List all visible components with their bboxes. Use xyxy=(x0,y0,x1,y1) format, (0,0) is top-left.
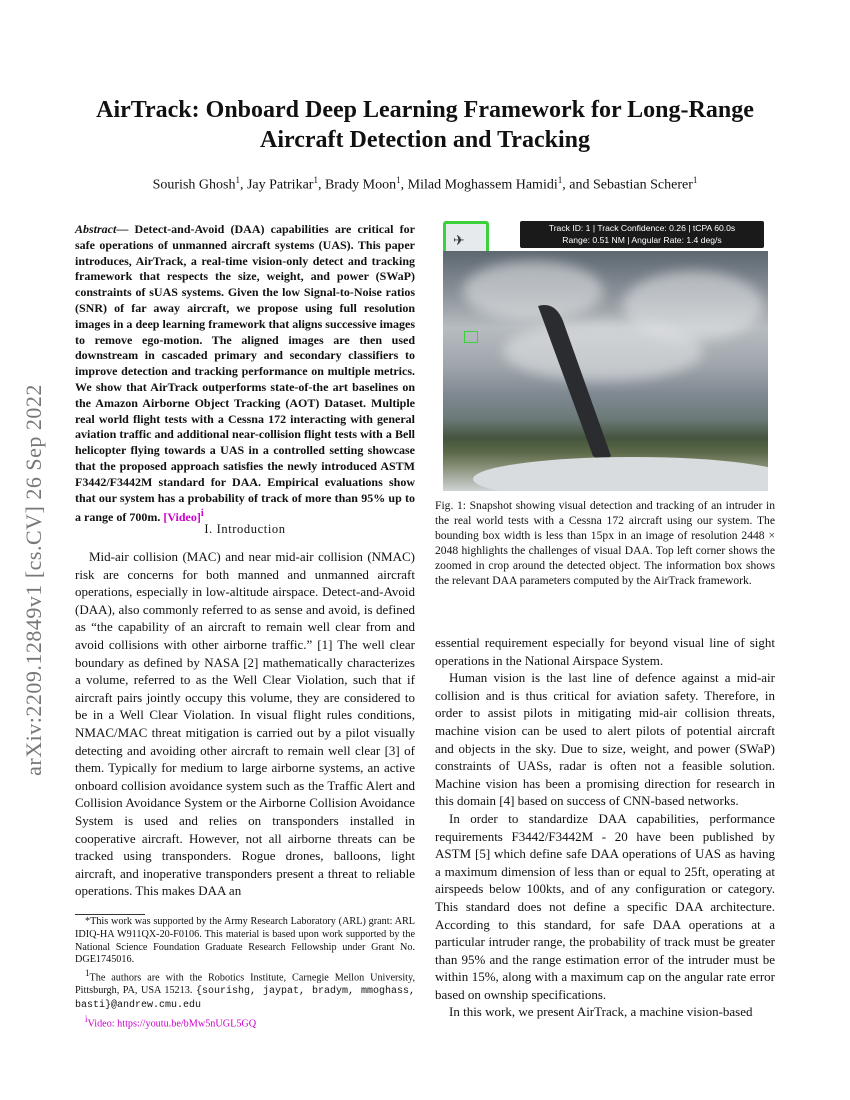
info-line-2: Range: 0.51 NM | Angular Rate: 1.4 deg/s xyxy=(562,235,722,245)
author-affiliation: 1 xyxy=(692,175,698,185)
author-affiliation: 1 xyxy=(313,175,318,185)
right-column-body xyxy=(435,634,775,1021)
title-line-2: Aircraft Detection and Tracking xyxy=(260,127,590,153)
figure-1 xyxy=(443,219,768,491)
author-list: Sourish Ghosh$^1$, Jay Patrikar$^1$, Brady Moon$^1$, Milad Moghassem Hamidi$^1$, and Sebastian Scherer$^1$ xyxy=(152,175,698,193)
author-name: Milad Moghassem Hamidi xyxy=(407,177,558,193)
footnote-funding: *This work was supported by the Army Research Laboratory (ARL) grant: ARL IDIQ-HA W911QX-20-F0106. This material is based upon work supported by the National Science Foundation Graduate Research Fellowship under Grant No. DGE1745016. xyxy=(75,916,415,966)
title-line-1: AirTrack: Onboard Deep Learning Framework for Long-Range xyxy=(96,97,754,123)
info-line-1: Track ID: 1 | Track Confidence: 0.26 | tCPA 60.0s xyxy=(548,223,736,233)
author-affiliation: 1 xyxy=(235,175,240,185)
video-footnote-marker: i xyxy=(200,508,204,520)
section-heading: I. Introduction xyxy=(204,522,286,536)
footnote-marker: i xyxy=(85,1013,88,1024)
author-name: Brady Moon xyxy=(324,177,397,193)
video-link[interactable]: [Video] xyxy=(163,510,201,525)
affiliation-text: The authors are with the Robotics Institute, Carnegie Mellon University, Pittsburgh, PA, USA 15213. xyxy=(75,972,415,997)
footnote-affiliation xyxy=(75,967,415,1013)
author-name: Sourish Ghosh xyxy=(152,177,236,193)
propeller-blade xyxy=(443,251,768,491)
arxiv-sidebar xyxy=(14,300,54,860)
abstract-text: — Detect-and-Avoid (DAA) capabilities are critical for safe operations of unmanned aircraft systems (UAS). This paper introduces, AirTrack, a real-time vision-only detect and tracking framework that respects the size, weight, and power (SWaP) constraints of sUAS systems. Given the low Signal-to-Noise ratios (SNR) of far away aircraft, we propose using full resolution images in a deep learning framework that aligns successive images to remove ego-motion. The aligned images are then used downstream in cascaded primary and secondary classifiers to improve detection and tracking performance on multiple metrics. We show that AirTrack outperforms state-of-the art baselines on the Amazon Airborne Object Tracking (AOT) Dataset. Multiple real world flight tests with a Cessna 172 interacting with general aviation traffic and additional near-collision flight tests with a Bell helicopter flying towards a UAS in a controlled setting showcase that the proposed approach satisfies the newly introduced ASTM F3442/F3442M standard for DAA. Empirical evaluations show that our system has a probability of track of more than 95% up to a range of 700m. xyxy=(75,222,415,525)
author-affiliation: 1 xyxy=(396,175,401,185)
paper-title xyxy=(80,95,770,155)
cockpit-photo xyxy=(443,251,768,491)
author-name: Jay Patrikar xyxy=(246,177,314,193)
body-paragraph: Human vision is the last line of defence against a mid-air collision and is thus critical for aviation safety. Therefore, in order to assist pilots in mitigating mid-air collision threats, machine vision can be used to alert pilots of potential aircraft and objects in the sky. Due to size, weight, and power (SWaP) constraints of UASs, radar is often not a feasible solution. Machine vision has been a promising direction for research in this domain [4] based on success of CNN-based networks. xyxy=(435,670,775,809)
author-name: Sebastian Scherer xyxy=(592,177,693,193)
footnotes xyxy=(75,916,415,1031)
body-paragraph: In order to standardize DAA capabilities, performance requirements F3442/F3442M - 20 have been published by ASTM [5] which define safe DAA operations of UAS as having a maximum dimension of less than or equal to 25ft, operating at airspeeds below 100kts, and of any configuration or category. This standard does not define a specific DAA architecture. According to this standard, for safe DAA operations at a particular intruder range, the probability of track must be greater than 95% and the range estimation error of the intruder must be within 15%, along with a maximum cap on the angular rate error based on ownship specifications. xyxy=(435,810,775,1002)
body-paragraph: In this work, we present AirTrack, a machine vision-based xyxy=(449,1004,753,1020)
intro-body xyxy=(75,548,415,900)
video-url[interactable]: Video: https://youtu.be/bMw5nUGL5GQ xyxy=(87,1018,257,1030)
figure-caption: Fig. 1: Snapshot showing visual detection and tracking of an intruder in the real world tests with a Cessna 172 aircraft using our system. The bounding box width is less than 15px in an image of resolution 2448 × 2048 highlights the challenges of visual DAA. Top left corner shows the zoomed in crop around the detected object. The information box shows the relevant DAA parameters computed by the AirTrack framework. xyxy=(435,499,775,587)
footnote-divider xyxy=(75,914,145,915)
footnote-video xyxy=(75,1013,415,1031)
author-emails: {sourishg, jaypat, bradym, mmoghass, basti}@andrew.cmu.edu xyxy=(75,986,416,1012)
intro-paragraph: Mid-air collision (MAC) and near mid-air collision (NMAC) risk are concerns for both manned and unmanned aircraft operations, especially in low-altitude airspace. Detect-and-Avoid (DAA), also commonly referred to as sense and avoid, is defined as “the capability of an aircraft to remain well clear from and avoid collisions with other airborne traffic.” [1] The well clear boundary as defined by NASA [2] mathematically characterizes a volume, referred to as the Well Clear Violation, such that if aircraft pairs jointly occupy this volume, they are considered to be in a Well Clear Violation. In visual flight rules conditions, NMAC/MAC threat mitigation is carried out by a pilot visually detecting and avoiding other aircraft to remain well clear [3] of them. Typically for medium to large airborne systems, an active onboard collision avoidance system such as the Traffic Alert and Collision Avoidance System or the Airborne Collision Avoidance System is used and relies on transponders installed in cooperative aircraft. However, not all airborne threats can be tracked using transponders. Rogue drones, balloons, light aircraft, and inoperative transponders present a threat to reliable operations. This makes DAA an xyxy=(75,549,415,899)
abstract xyxy=(75,222,415,526)
footnote-marker: 1 xyxy=(85,968,90,979)
body-paragraph: essential requirement especially for beyond visual line of sight operations in the National Airspace System. xyxy=(435,635,775,668)
abstract-label: Abstract xyxy=(75,222,117,236)
aircraft-icon: ✈ xyxy=(453,234,465,249)
arxiv-identifier: arXiv:2209.12849v1 [cs.CV] 26 Sep 2022 xyxy=(21,384,46,776)
author-affiliation: 1 xyxy=(557,175,563,185)
